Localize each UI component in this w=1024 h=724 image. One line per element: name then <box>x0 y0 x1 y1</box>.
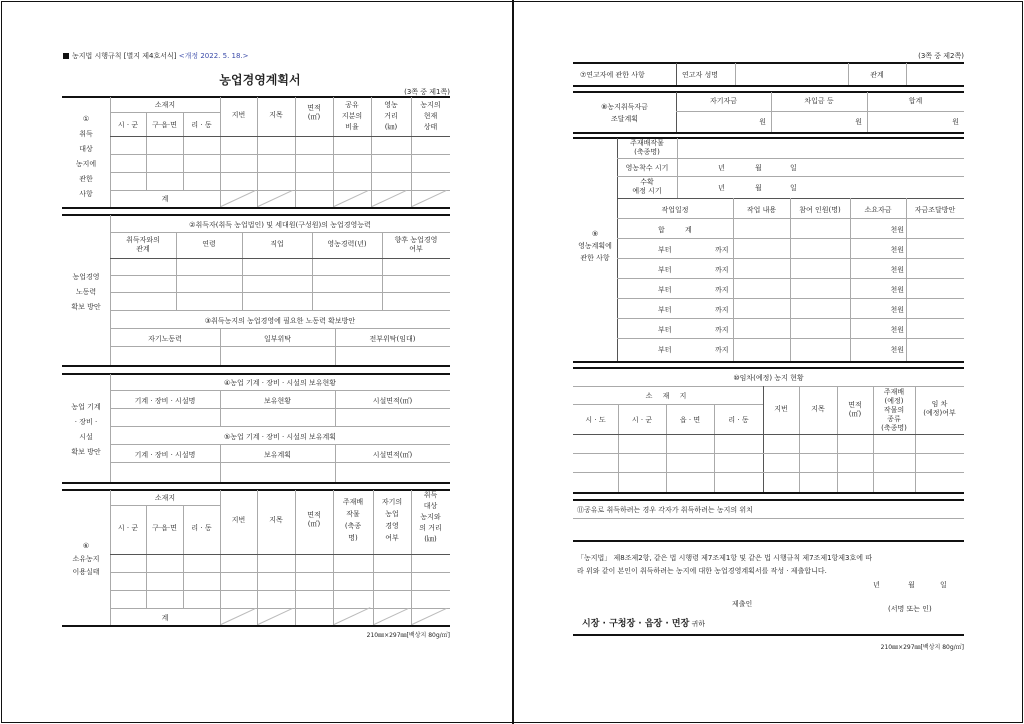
table-cell-text: ⑥ <box>82 542 90 550</box>
table-rule <box>110 275 450 276</box>
harvest-year: 년 <box>718 184 725 192</box>
table-rule <box>617 278 964 279</box>
table-rule <box>110 310 450 311</box>
table-cell-text: 까지 <box>715 346 729 354</box>
table-cell-text: 농지법 시행규칙 [별지 제4호서식] <box>72 52 177 60</box>
unit-won: 원 <box>759 118 766 126</box>
table-rule <box>763 386 764 492</box>
table-rule <box>573 91 964 93</box>
table-rule <box>242 232 243 310</box>
table-rule <box>110 292 450 293</box>
s6-col-distance <box>411 490 450 545</box>
date-month: 월 <box>908 581 915 589</box>
s6-col-jimok: 지목 <box>269 516 283 524</box>
table-rule <box>62 207 450 209</box>
s4-heading: ④농업 기계 · 장비 · 시설의 보유현황 <box>224 379 336 387</box>
table-rule <box>373 490 374 625</box>
table-cell-text: 까지 <box>715 326 729 334</box>
table-cell-text: 면적 <box>307 511 321 519</box>
table-rule <box>790 198 791 361</box>
s6-col-self-farming <box>373 496 411 544</box>
table-cell-text: 관계 <box>136 245 150 253</box>
table-cell-text: ⑨ <box>591 230 599 238</box>
page-divider <box>512 0 514 724</box>
table-cell-text: 부터 <box>658 246 672 254</box>
table-rule <box>677 138 678 198</box>
table-rule <box>573 453 964 454</box>
col-facility-area: 시설면적(㎡) <box>372 397 413 405</box>
table-cell-text: 확보 방안 <box>71 448 101 456</box>
start-day: 일 <box>790 164 797 172</box>
table-cell-text: 천원 <box>890 286 904 294</box>
unit-thousand-won: 천원 <box>890 226 904 234</box>
table-rule <box>335 444 336 482</box>
table-cell-text: 비율 <box>345 123 359 131</box>
table-rule <box>573 361 964 363</box>
s10-col-jimok: 지목 <box>811 405 825 413</box>
table-rule <box>62 214 450 216</box>
amendment-date: <개정 2022. 5. 18.> <box>178 52 249 60</box>
col-jibeon: 지번 <box>231 111 246 119</box>
table-rule <box>617 218 964 219</box>
table-cell-text: (㎡) <box>848 410 862 418</box>
table-cell-text: 까지 <box>715 246 729 254</box>
page-title: 농업경영계획서 <box>219 73 301 87</box>
table-rule <box>873 386 874 492</box>
col-partial-outsource: 일부위탁 <box>263 335 292 343</box>
table-rule <box>617 176 964 177</box>
rule <box>110 112 220 113</box>
table-cell-text: (축종명) <box>634 148 660 156</box>
table-cell-text: 이용실태 <box>72 568 100 576</box>
col-future <box>382 236 450 254</box>
s10-col-eup-myeon: 읍 · 면 <box>679 416 701 424</box>
table-cell-text: · 장비 · <box>74 418 98 426</box>
s6-col-gu-eup-myeon: 구·읍·면 <box>152 524 177 532</box>
table-rule <box>573 404 763 405</box>
table-cell-text: 취득자와의 <box>126 236 160 244</box>
table-rule <box>676 111 964 112</box>
table-cell-text: (축종 <box>344 522 362 530</box>
table-cell-text: 주재배작물 <box>630 139 664 147</box>
s1-location-header: 소재지 <box>154 101 176 109</box>
table-cell-text: 작물의 <box>883 406 905 414</box>
table-rule <box>617 258 964 259</box>
col-ri-dong: 리 · 동 <box>191 121 212 129</box>
table-cell-text: 취득 <box>79 130 93 138</box>
col-jimok: 지목 <box>269 111 283 119</box>
table-rule <box>733 198 734 361</box>
table-cell-text: 대상 <box>423 502 438 510</box>
table-rule <box>110 426 450 427</box>
table-cell-text: 영농 <box>384 101 398 109</box>
table-rule <box>617 158 964 159</box>
sum-label-1: 합 <box>658 226 665 234</box>
table-cell-text: 천원 <box>890 326 904 334</box>
s10-col-lease <box>915 400 964 418</box>
table-rule <box>333 490 334 625</box>
col-age: 연령 <box>202 240 216 248</box>
s6-col-ri-dong: 리 · 동 <box>191 524 212 532</box>
table-rule <box>573 499 964 501</box>
s8-label <box>573 101 676 125</box>
submitter-label: 제출인 <box>732 600 753 608</box>
table-cell-text: (예정) <box>884 397 904 405</box>
table-cell-text: 농업 기계 <box>71 403 101 411</box>
table-rule <box>110 408 450 409</box>
table-rule <box>257 490 258 625</box>
table-cell-text: 부터 <box>658 286 672 294</box>
s6-side-label <box>62 540 110 579</box>
table-cell-text: 현재 <box>423 112 438 120</box>
table-rule <box>183 505 184 608</box>
table-rule <box>110 232 450 233</box>
table-cell-text: 향후 농업경영 <box>394 236 438 244</box>
signature-label: (서명 또는 인) <box>888 605 932 613</box>
table-cell-text: 천원 <box>890 266 904 274</box>
table-rule <box>915 386 916 492</box>
table-cell-text: 부터 <box>658 266 672 274</box>
table-cell-text: 임 차 <box>931 400 948 408</box>
table-rule <box>714 404 715 492</box>
s2-side-label <box>62 270 110 315</box>
table-cell-text: 거리 <box>384 112 398 120</box>
s10-location-header: 소 재 지 <box>645 392 691 400</box>
table-cell-text: 부터 <box>658 306 672 314</box>
table-rule <box>176 232 177 310</box>
s9-side-label <box>573 228 617 264</box>
s7-name-label: 연고자 성명 <box>682 71 719 79</box>
table-cell-text: 여부 <box>385 534 399 542</box>
table-rule <box>573 540 964 542</box>
harvest-month: 월 <box>755 184 762 192</box>
table-rule <box>110 346 450 347</box>
table-rule <box>110 172 450 173</box>
table-rule <box>573 367 964 369</box>
table-cell-text: ⑧농지취득자금 <box>601 103 648 111</box>
table-cell-text: 영농계획에 <box>578 242 612 250</box>
table-rule <box>617 318 964 319</box>
table-rule <box>110 136 450 137</box>
table-rule <box>110 505 220 506</box>
table-rule <box>735 63 736 85</box>
table-rule <box>110 154 450 155</box>
col-self-labor: 자기노동력 <box>148 335 182 343</box>
table-cell-text: 사항 <box>79 190 93 198</box>
table-rule <box>146 505 147 608</box>
table-cell-text: 천원 <box>890 306 904 314</box>
unit-won: 원 <box>952 118 959 126</box>
start-month: 월 <box>755 164 762 172</box>
s10-col-si-do: 시 · 도 <box>585 416 606 424</box>
table-cell-text: 관한 <box>79 175 93 183</box>
s6-col-area <box>295 511 333 529</box>
s6-col-si-gun: 시 · 군 <box>117 524 139 532</box>
date-year: 년 <box>873 581 880 589</box>
table-rule <box>62 625 450 627</box>
table-rule <box>573 132 964 134</box>
table-cell-text: (㎞) <box>424 535 437 543</box>
table-cell-text: 경영 <box>385 522 399 530</box>
table-rule <box>617 338 964 339</box>
square-bullet-icon <box>63 53 69 59</box>
col-schedule: 작업일정 <box>661 206 689 214</box>
table-cell-text: 주재배 <box>883 388 905 396</box>
s6-location-header: 소재지 <box>154 494 176 502</box>
table-cell-text: 농지에 <box>75 160 97 168</box>
rule <box>62 96 450 98</box>
table-cell-text: 확보 방안 <box>71 303 101 311</box>
unit-won: 원 <box>855 118 862 126</box>
table-rule <box>676 63 677 85</box>
table-rule <box>411 490 412 625</box>
table-rule <box>220 490 221 625</box>
table-cell-text: 명) <box>348 534 358 542</box>
sum-label-2: 계 <box>685 226 692 234</box>
table-cell-text: 조달계획 <box>610 115 639 123</box>
table-cell-text: 취득 <box>423 491 438 499</box>
table-cell-text: (㎡) <box>307 113 321 121</box>
s11-heading: ⑪공유로 취득하려는 경우 각자가 취득하려는 농지의 위치 <box>577 506 753 514</box>
s10-col-area <box>837 401 873 419</box>
s6-total: 계 <box>161 614 169 622</box>
s6-col-jibeon: 지번 <box>231 516 246 524</box>
table-cell-text: 상태 <box>423 123 438 131</box>
table-rule <box>110 608 450 609</box>
table-rule <box>110 390 450 391</box>
table-cell-text: 자기의 <box>381 498 403 506</box>
table-cell-text: 까지 <box>715 286 729 294</box>
table-rule <box>110 190 450 191</box>
table-cell-text: (㎡) <box>307 520 321 528</box>
table-cell-text: 농지의 <box>420 101 441 109</box>
table-rule <box>62 373 450 375</box>
table-cell-text: ① <box>82 115 90 123</box>
s10-col-jibeon: 지번 <box>774 405 788 413</box>
col-distance <box>371 100 411 133</box>
table-rule <box>618 404 619 492</box>
table-cell-text: 지분의 <box>341 112 363 120</box>
table-cell-text: 작물 <box>346 510 360 518</box>
table-cell-text: 농업 <box>385 510 399 518</box>
table-rule <box>146 112 147 190</box>
col-experience: 영농경력(년) <box>327 240 367 248</box>
table-cell-text: 소유농지 <box>72 555 100 563</box>
table-cell-text: 노동력 <box>75 288 97 296</box>
table-cell-text: 부터 <box>658 326 672 334</box>
table-rule <box>573 634 964 636</box>
statement-line-1: 「농지법」 제8조제2항, 같은 법 시행령 제7조제1항 및 같은 법 시행규칙 제7조제1항제3호에 따 <box>577 554 873 562</box>
harvest-day: 일 <box>790 184 797 192</box>
paper-spec-right: 210㎜×297㎜[백상지 80g/㎡] <box>880 644 964 651</box>
table-cell-text: 부터 <box>658 346 672 354</box>
table-rule <box>382 232 383 310</box>
table-rule <box>110 490 111 625</box>
col-holding-plan: 보유계획 <box>263 451 292 459</box>
table-cell-text: 까지 <box>715 306 729 314</box>
table-cell-text: 관한 사항 <box>580 254 610 262</box>
table-rule <box>110 444 450 445</box>
table-rule <box>183 112 184 190</box>
recipient <box>582 620 705 629</box>
table-rule <box>312 232 313 310</box>
table-cell-text: 종류 <box>887 415 901 423</box>
start-label: 영농착수 시기 <box>625 164 669 172</box>
date-day: 일 <box>940 581 947 589</box>
col-si-gun: 시 · 군 <box>117 121 139 129</box>
table-cell-text: 면적 <box>848 401 862 409</box>
col-own-funds: 자기자금 <box>709 97 738 105</box>
table-rule <box>110 328 450 329</box>
col-equipment-name-plan: 기계 · 장비 · 시설명 <box>134 451 196 459</box>
col-equipment-name: 기계 · 장비 · 시설명 <box>134 397 196 405</box>
table-rule <box>62 482 450 484</box>
table-rule <box>617 238 964 239</box>
table-rule <box>666 404 667 492</box>
s5-heading: ⑤농업 기계 · 장비 · 시설의 보유계획 <box>224 433 336 441</box>
table-cell-text: 면적 <box>307 104 321 112</box>
table-rule <box>573 492 964 494</box>
col-work: 작업 내용 <box>746 206 777 214</box>
s10-col-crop <box>873 388 915 433</box>
table-rule <box>837 386 838 492</box>
table-rule <box>110 572 450 573</box>
table-rule <box>573 518 964 519</box>
col-holding-status: 보유현황 <box>263 397 292 405</box>
s10-col-si-gun: 시 · 군 <box>631 416 653 424</box>
table-rule <box>220 444 221 482</box>
table-cell-text: (㎞) <box>384 123 398 131</box>
start-year: 년 <box>718 164 725 172</box>
col-borrowed: 차입금 등 <box>804 97 834 105</box>
law-reference <box>63 52 249 61</box>
s7-relation-label: 관계 <box>870 71 884 79</box>
table-cell-text: 대상 <box>79 145 93 153</box>
table-rule <box>906 63 907 85</box>
table-rule <box>62 489 450 491</box>
col-people: 참여 인원(명) <box>799 206 841 214</box>
s10-heading: ⑩임차(예정) 농지 현황 <box>733 374 804 382</box>
table-rule <box>850 198 851 361</box>
table-rule <box>62 365 450 367</box>
s1-total: 계 <box>161 195 169 203</box>
s2-heading: ②취득자(취득 농업법인) 및 세대원(구성원)의 농업경영능력 <box>189 221 371 229</box>
col-total-funds: 합계 <box>908 97 923 105</box>
crop-label <box>617 139 677 157</box>
table-rule <box>110 462 450 463</box>
table-rule <box>295 490 296 625</box>
s1-side-label <box>62 112 110 202</box>
table-cell-text: 주재배 <box>342 498 364 506</box>
col-gu-eup-myeon: 구·읍·면 <box>152 121 177 129</box>
table-cell-text: 시설 <box>79 433 93 441</box>
s7-label: ⑦연고자에 관한 사항 <box>580 71 645 79</box>
col-relation <box>110 236 176 254</box>
table-cell-text: 농지와 <box>420 513 441 521</box>
col-funding-plan: 자금조달방안 <box>914 206 956 214</box>
s10-col-ri-dong: 리 · 동 <box>728 416 749 424</box>
s3-heading: ③취득농지의 농업경영에 필요한 노동력 확보방안 <box>204 317 356 325</box>
table-cell-text: 농업경영 <box>72 273 100 281</box>
table-cell-text: 까지 <box>715 266 729 274</box>
table-cell-text: 수확 <box>640 178 654 186</box>
table-rule <box>110 258 450 259</box>
col-share <box>333 100 371 133</box>
table-rule <box>573 434 964 435</box>
table-rule <box>573 386 964 387</box>
col-facility-area-plan: 시설면적(㎡) <box>372 451 413 459</box>
paper-spec-left: 210㎜×297㎜[백상지 80g/㎡] <box>366 632 450 639</box>
table-rule <box>110 554 450 555</box>
honorific: 귀하 <box>691 620 706 628</box>
table-cell-text: (축종명) <box>881 424 907 432</box>
table-rule <box>617 298 964 299</box>
s6-col-crop <box>333 496 373 544</box>
col-full-outsource: 전부위탁(임대) <box>369 335 416 343</box>
table-cell-text: 시장 · 구청장 · 읍장 · 면장 <box>582 619 690 629</box>
table-cell-text: 천원 <box>890 346 904 354</box>
table-rule <box>573 472 964 473</box>
table-cell-text: 여부 <box>409 245 423 253</box>
table-cell-text: 의 거리 <box>419 524 442 532</box>
table-cell-text: 천원 <box>890 246 904 254</box>
col-status <box>411 100 450 133</box>
harvest-label <box>617 178 677 196</box>
table-rule <box>573 85 964 87</box>
table-cell-text: (예정)여부 <box>923 409 956 417</box>
table-cell-text: 예정 시기 <box>632 187 662 195</box>
s4-side-label <box>62 400 110 460</box>
table-rule <box>799 386 800 492</box>
table-cell-text: 공유 <box>345 101 359 109</box>
page-number-2: (3쪽 중 제2쪽) <box>918 52 964 60</box>
col-job: 직업 <box>270 240 284 248</box>
page-number-1: (3쪽 중 제1쪽) <box>404 88 450 96</box>
col-area <box>295 104 333 122</box>
col-funds: 소요자금 <box>864 206 892 214</box>
statement-line-2: 라 위와 같이 본인이 취득하려는 농지에 대한 농업경영계획서를 작성 · 제출합니다. <box>577 567 827 575</box>
table-rule <box>110 590 450 591</box>
table-rule <box>906 198 907 361</box>
